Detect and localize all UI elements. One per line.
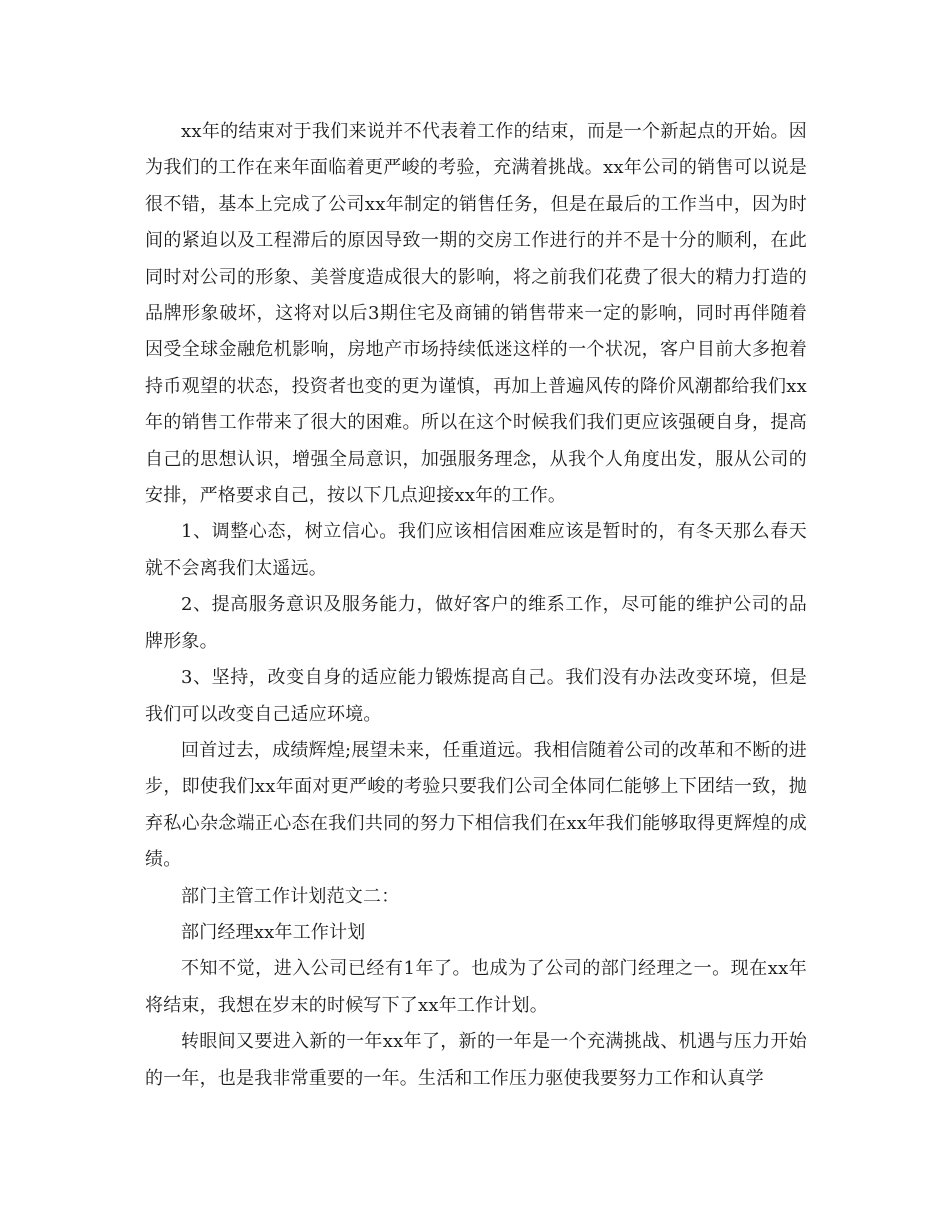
paragraph-plan-body: 转眼间又要进入新的一年xx年了，新的一年是一个充满挑战、机遇与压力开始的一年，也是我非常重要的一年。生活和工作压力驱使我要努力工作和认真学	[145, 1031, 807, 1089]
paragraph-plan-intro: 不知不觉，进入公司已经有1年了。也成为了公司的部门经理之一。现在xx年将结束，我想在岁末的时候写下了xx年工作计划。	[145, 958, 807, 1016]
document-body	[145, 114, 807, 1097]
paragraph-item-1: 1、调整心态，树立信心。我们应该相信困难应该是暂时的，有冬天那么春天就不会离我们太遥远。	[145, 521, 807, 579]
section-heading: 部门主管工作计划范文二：	[181, 885, 400, 907]
paragraph-intro: xx年的结束对于我们来说并不代表着工作的结束，而是一个新起点的开始。因为我们的工作在来年面临着更严峻的考验，充满着挑战。xx年公司的销售可以说是很不错，基本上完成了公司xx年制定的销售任务，但是在最后的工作当中，因为时间的紧迫以及工程滞后的原因导致一期的交房工作进行的并不是十分的顺利，在此同时对公司的形象、美誉度造成很大的影响，将之前我们花费了很大的精力打造的品牌形象破坏，这将对以后3期住宅及商铺的销售带来一定的影响，同时再伴随着因受全球金融危机影响，房地产市场持续低迷这样的一个状况，客户目前大多抱着持币观望的状态，投资者也变的更为谨慎，再加上普遍风传的降价风潮都给我们xx年的销售工作带来了很大的困难。所以在这个时候我们我们更应该强硬自身，提高自己的思想认识，增强全局意识，加强服务理念，从我个人角度出发，服从公司的安排，严格要求自己，按以下几点迎接xx年的工作。	[145, 121, 807, 507]
paragraph-item-3: 3、坚持，改变自身的适应能力锻炼提高自己。我们没有办法改变环境，但是我们可以改变自己适应环境。	[145, 667, 807, 725]
section-subtitle: 部门经理xx年工作计划	[181, 921, 366, 943]
paragraph-item-2: 2、提高服务意识及服务能力，做好客户的维系工作，尽可能的维护公司的品牌形象。	[145, 594, 807, 652]
paragraph-conclusion: 回首过去，成绩辉煌;展望未来，任重道远。我相信随着公司的改革和不断的进步，即使我们xx年面对更严峻的考验只要我们公司全体同仁能够上下团结一致，抛弃私心杂念端正心态在我们共同的努力下相信我们在xx年我们能够取得更辉煌的成绩。	[145, 739, 807, 871]
